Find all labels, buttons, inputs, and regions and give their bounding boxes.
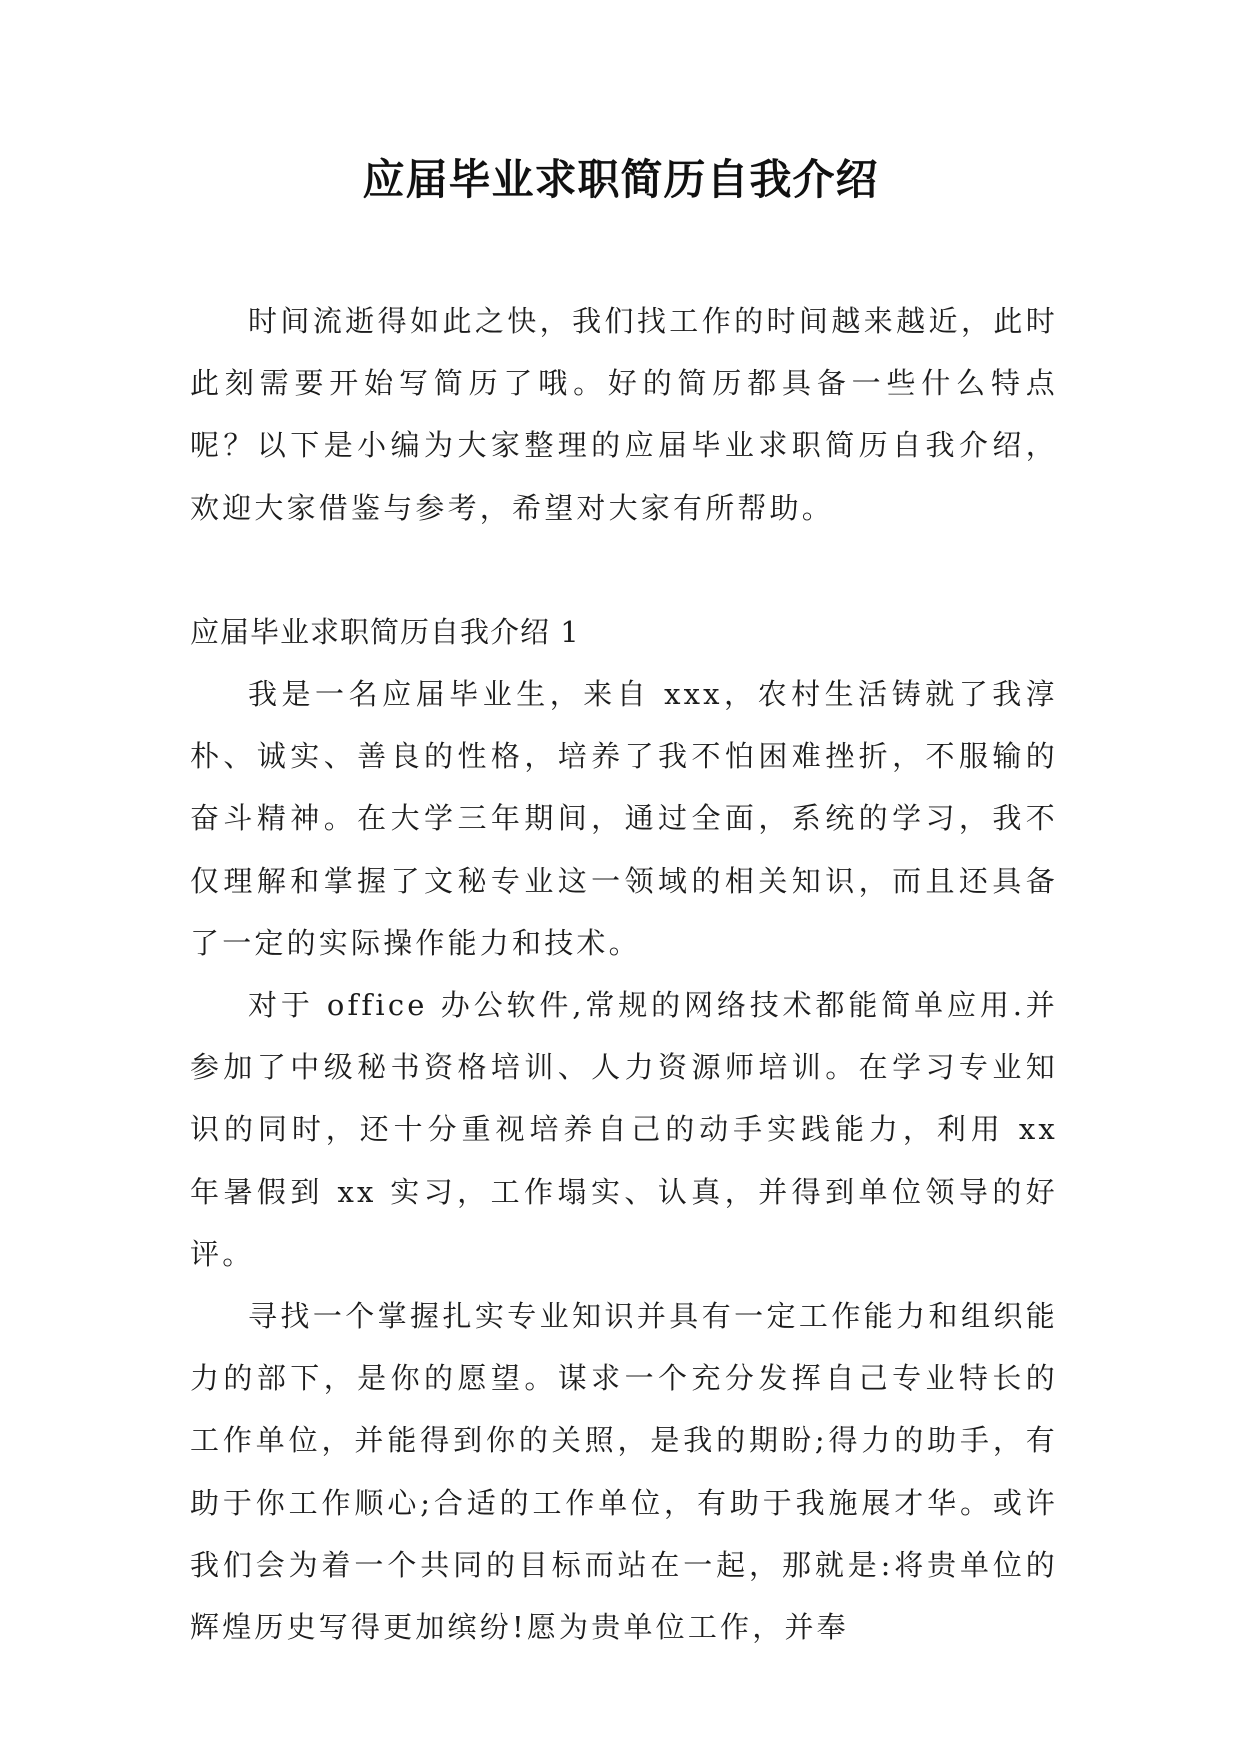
document-body [190,290,1058,1658]
section-paragraph: 对于 office 办公软件,常规的网络技术都能简单应用.并参加了中级秘书资格培训、人力资源师培训。在学习专业知识的同时，还十分重视培养自己的动手实践能力，利用 xx 年暑假到 xx 实习，工作塌实、认真，并得到单位领导的好评。 [190,988,1058,1271]
section-paragraph: 寻找一个掌握扎实专业知识并具有一定工作能力和组织能力的部下，是你的愿望。谋求一个充分发挥自己专业特长的工作单位，并能得到你的关照，是我的期盼;得力的助手，有助于你工作顺心;合适的工作单位，有助于我施展才华。或许我们会为着一个共同的目标而站在一起，那就是:将贵单位的辉煌历史写得更加缤纷!愿为贵单位工作，并奉 [190,1299,1058,1645]
section-paragraph: 我是一名应届毕业生，来自 xxx，农村生活铸就了我淳朴、诚实、善良的性格，培养了我不怕困难挫折，不服输的奋斗精神。在大学三年期间，通过全面，系统的学习，我不仅理解和掌握了文秘专业这一领域的相关知识，而且还具备了一定的实际操作能力和技术。 [190,677,1058,960]
intro-paragraph: 时间流逝得如此之快，我们找工作的时间越来越近，此时此刻需要开始写简历了哦。好的简历都具备一些什么特点呢？以下是小编为大家整理的应届毕业求职简历自我介绍，欢迎大家借鉴与参考，希望对大家有所帮助。 [190,304,1058,525]
document-title: 应届毕业求职简历自我介绍 [362,155,879,204]
section-heading: 应届毕业求职简历自我介绍 1 [190,614,580,649]
